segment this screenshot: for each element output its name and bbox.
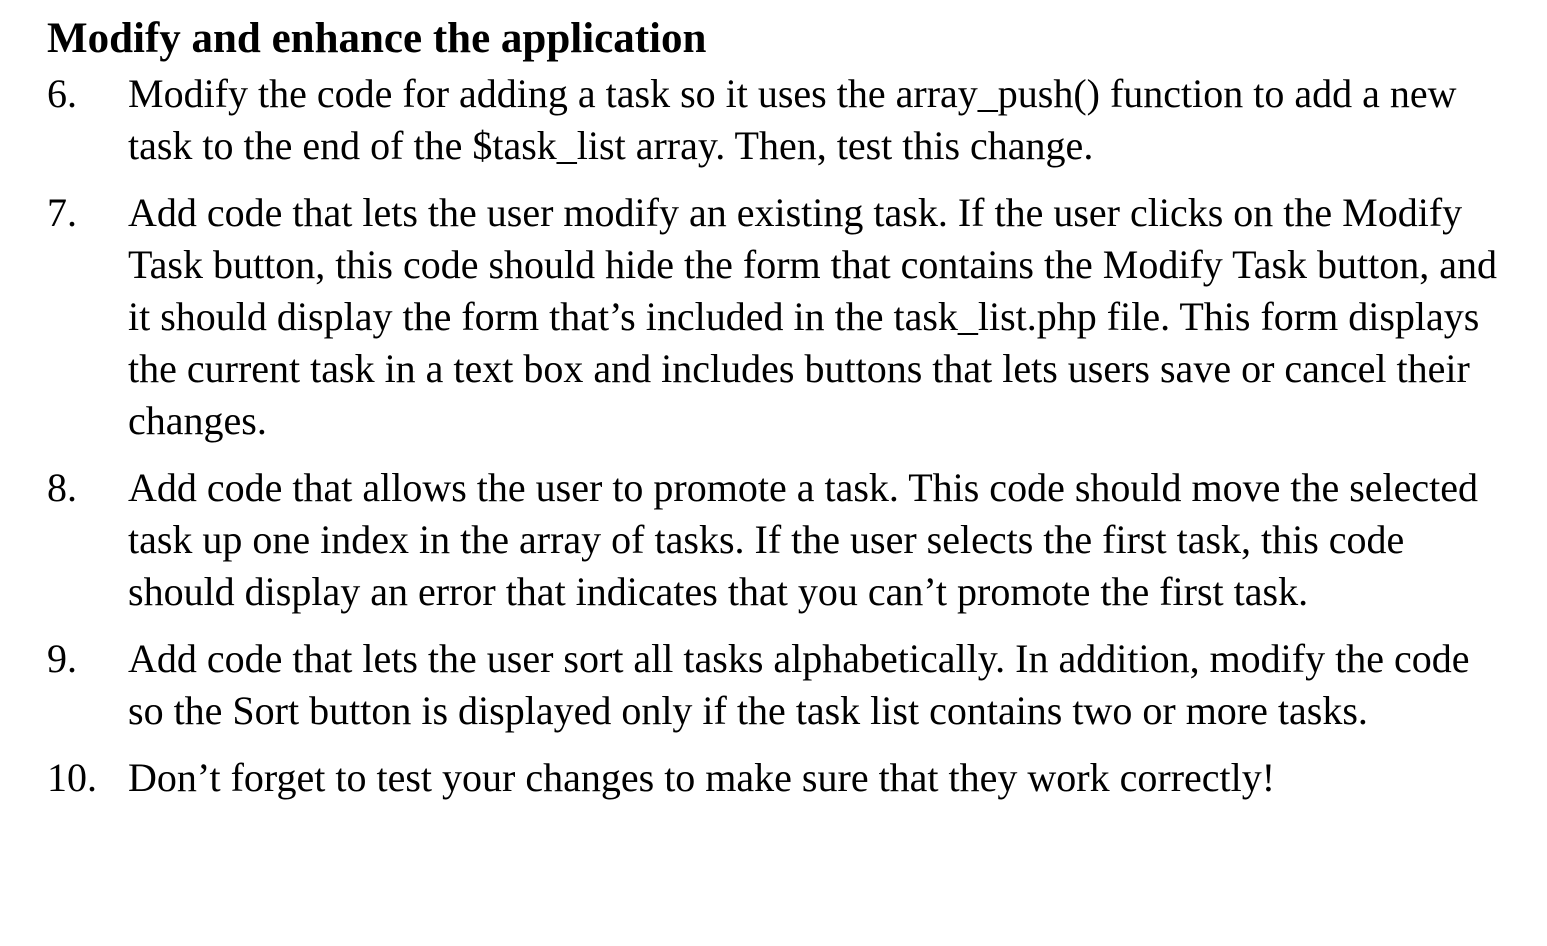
list-item bbox=[47, 68, 1507, 172]
item-number: 10. bbox=[47, 755, 97, 800]
item-number: 8. bbox=[47, 465, 77, 510]
item-text: Add code that lets the user sort all tasks alphabetically. In addition, modify the code so the Sort button is displayed only if the task list contains two or more tasks. bbox=[128, 636, 1470, 733]
item-number: 6. bbox=[47, 71, 77, 116]
list-item bbox=[47, 752, 1507, 804]
list-item bbox=[47, 633, 1507, 737]
instruction-list bbox=[47, 68, 1507, 804]
item-text: Modify the code for adding a task so it uses the array_push() function to add a new task to the end of the $task_list array. Then, test this change. bbox=[128, 71, 1457, 168]
item-number: 9. bbox=[47, 636, 77, 681]
item-text: Don’t forget to test your changes to make sure that they work correctly! bbox=[128, 755, 1276, 800]
item-text: Add code that allows the user to promote a task. This code should move the selected task up one index in the array of tasks. If the user selects the first task, this code should display an error that indicates that you can’t promote the first task. bbox=[128, 465, 1479, 614]
item-number: 7. bbox=[47, 190, 77, 235]
item-text: Add code that lets the user modify an existing task. If the user clicks on the Modify Task button, this code should hide the form that contains the Modify Task button, and it should display the form that’s included in the task_list.php file. This form displays the current task in a text box and includes buttons that lets users save or cancel their changes. bbox=[128, 190, 1498, 443]
section-heading: Modify and enhance the application bbox=[47, 15, 707, 62]
list-item bbox=[47, 187, 1507, 447]
list-item bbox=[47, 462, 1507, 618]
